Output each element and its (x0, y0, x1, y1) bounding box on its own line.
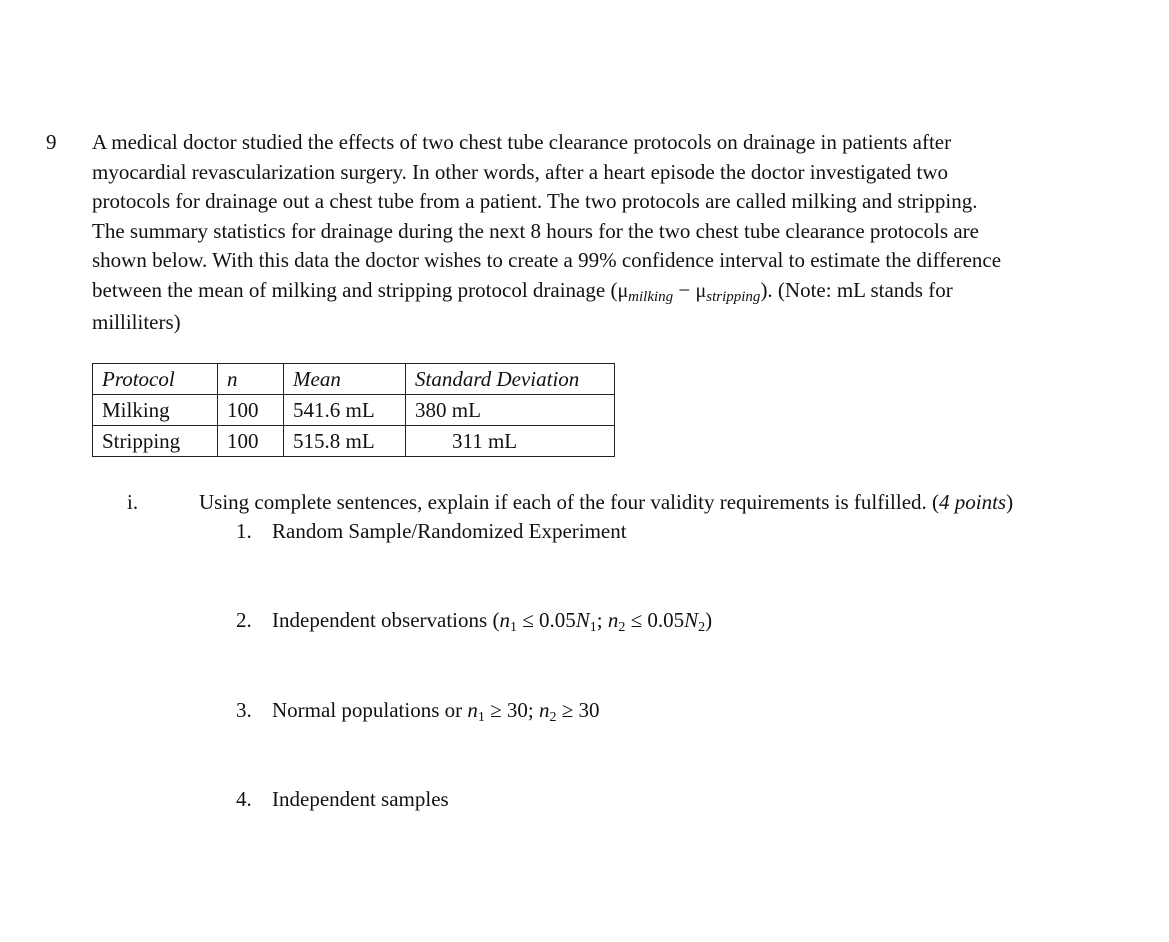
math-subscript: 1 (589, 620, 597, 635)
mu-subscript-milking: milking (628, 288, 674, 305)
requirement-2 (236, 606, 712, 638)
requirement-3 (236, 696, 600, 728)
question-line-text: ). (Note: mL stands for (760, 277, 953, 302)
math-text: ≤ 0.05 (625, 608, 685, 632)
mu-symbol: μ (695, 279, 707, 302)
math-n: n (607, 608, 619, 632)
requirement-text: Normal populations or (272, 698, 468, 722)
question-line: myocardial revascularization surgery. In other words, after a heart episode the doctor investigated two (92, 159, 949, 184)
math-subscript: 1 (509, 620, 517, 635)
math-n: n (467, 698, 478, 722)
table-header-row (93, 364, 615, 395)
math-subscript: 2 (549, 710, 557, 725)
header-cell-n: n (218, 364, 284, 395)
cell-sd: 380 mL (406, 395, 615, 426)
requirement-number: 2. (236, 608, 252, 632)
prompt-text: Using complete sentences, explain if each of the four validity requirements is fulfilled. ( (199, 490, 940, 514)
question-line-text: between the mean of milking and stripping protocol drainage ( (92, 277, 618, 302)
question-line: milliliters) (92, 310, 181, 334)
requirement-number: 4. (236, 787, 252, 811)
table-row (93, 426, 615, 457)
question-line: The summary statistics for drainage during the next 8 hours for the two chest tube clearance protocols are (92, 218, 979, 243)
math-subscript: 2 (698, 620, 706, 635)
math-subscript: 1 (477, 710, 485, 725)
math-text: ≤ 0.05 (516, 608, 576, 632)
part-label: i. (127, 490, 139, 514)
math-text: ; (596, 608, 608, 632)
question-line: protocols for drainage out a chest tube from a patient. The two protocols are called milking and stripping. (92, 189, 978, 213)
cell-mean: 541.6 mL (284, 395, 406, 426)
cell-mean: 515.8 mL (284, 426, 406, 457)
requirement-1 (236, 517, 627, 546)
mu-subscript-stripping: stripping (706, 288, 761, 305)
cell-n: 100 (218, 426, 284, 457)
cell-protocol: Milking (93, 395, 218, 426)
question-text (92, 128, 1152, 338)
table-row (93, 395, 615, 426)
cell-sd: 311 mL (406, 426, 615, 457)
header-cell-mean: Mean (284, 364, 406, 395)
question-number: 9 (46, 130, 57, 154)
question-line-mu (92, 276, 1152, 309)
math-n: n (499, 608, 510, 632)
requirement-number: 3. (236, 698, 252, 722)
cell-n: 100 (218, 395, 284, 426)
header-cell-sd: Standard Deviation (406, 364, 615, 395)
cell-protocol: Stripping (93, 426, 218, 457)
math-text: ≥ 30 (556, 698, 600, 722)
math-n: n (539, 698, 550, 722)
math-text: ) (705, 608, 713, 632)
math-N: N (575, 608, 590, 632)
math-N: N (684, 608, 699, 632)
math-text: ≥ 30; (484, 698, 540, 722)
prompt-close: ) (1006, 490, 1014, 514)
question-line: shown below. With this data the doctor wishes to create a 99% confidence interval to estimate the difference (92, 248, 1002, 272)
header-cell-protocol: Protocol (93, 364, 218, 395)
requirement-number: 1. (236, 519, 252, 543)
requirement-text: Random Sample/Randomized Experiment (272, 519, 627, 543)
part-prompt (199, 488, 1013, 517)
mu-symbol: μ (617, 279, 629, 302)
minus-sign: − (673, 277, 696, 302)
requirement-text: Independent observations ( (272, 608, 500, 632)
requirement-4 (236, 785, 449, 814)
math-subscript: 2 (618, 620, 626, 635)
points-label: 4 points (939, 490, 1007, 514)
requirement-text: Independent samples (272, 787, 449, 811)
question-line: A medical doctor studied the effects of two chest tube clearance protocols on drainage in patients after (92, 130, 952, 154)
summary-statistics-table (92, 363, 615, 457)
